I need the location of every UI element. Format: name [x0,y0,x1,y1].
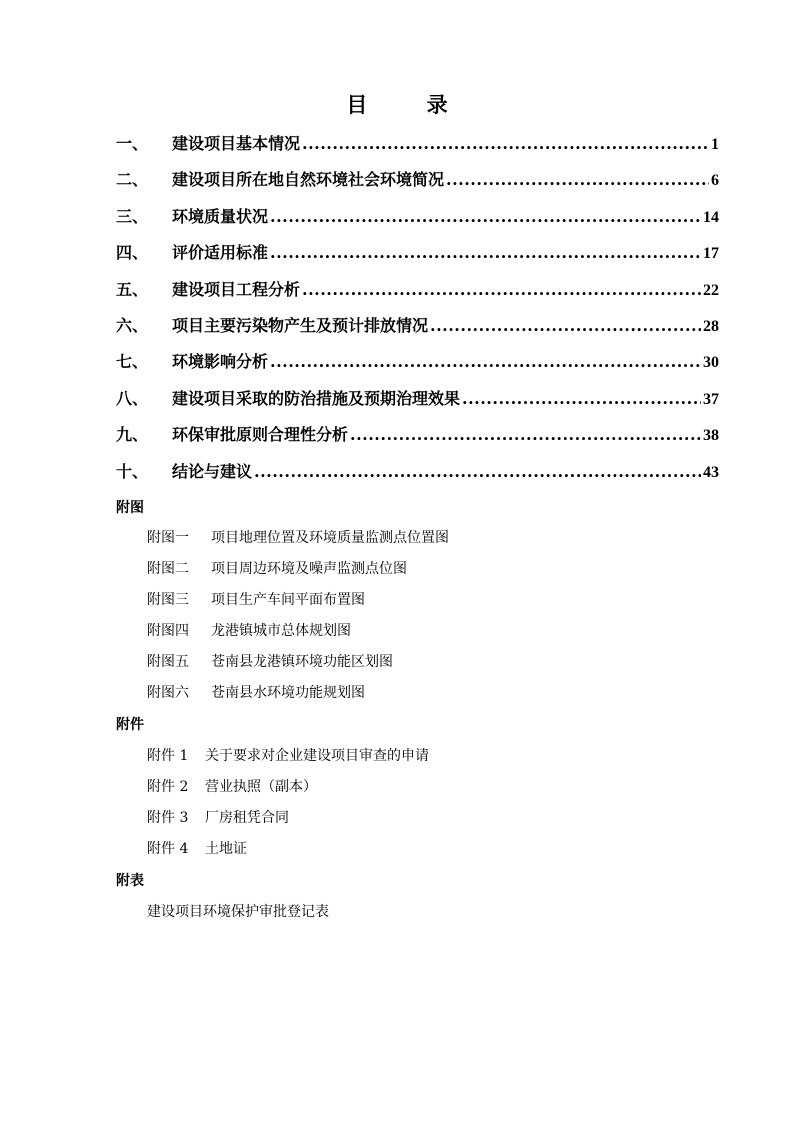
toc-entry-page: 6 [711,172,719,190]
toc-dot-leader [270,207,701,226]
toc-entry[interactable] [116,167,719,203]
toc-entry-title: 建设项目采取的防治措施及预期治理效果 [172,388,461,408]
figure-item[interactable] [147,589,365,609]
toc-entry-number: 三、 [116,206,149,226]
toc-dot-leader [270,352,701,371]
toc-entry-number: 八、 [116,388,149,408]
tables-heading: 附表 [116,873,144,889]
toc-entry-title: 结论与建议 [172,461,253,481]
toc-entry-title: 评价适用标准 [172,243,269,263]
toc-entry[interactable] [116,422,719,458]
toc-entry-title: 建设项目工程分析 [172,279,301,299]
toc-entry[interactable] [116,277,719,313]
toc-entry-title: 环境质量状况 [172,206,269,226]
figure-item-text: 项目地理位置及环境质量监测点位置图 [211,530,449,546]
toc-dot-leader [446,170,709,189]
figure-item-text: 苍南县龙港镇环境功能区划图 [211,654,393,670]
figure-item-label: 附图三 [147,592,189,608]
table-of-contents [116,131,719,495]
table-item[interactable] [147,901,329,921]
toc-entry[interactable] [116,386,719,422]
attachment-item[interactable] [147,776,317,796]
figure-item-text: 苍南县水环境功能规划图 [211,685,365,701]
page-title: 目 录 [346,93,474,117]
attachments-heading: 附件 [116,717,144,733]
attachment-item[interactable] [147,807,289,827]
figure-item-label: 附图五 [147,654,189,670]
toc-entry-page: 37 [703,390,719,408]
toc-entry-page: 22 [703,281,719,299]
figure-item-label: 附图一 [147,530,189,546]
toc-entry-title: 建设项目基本情况 [172,134,301,153]
attachment-item-text: 营业执照（副本） [205,779,317,795]
toc-entry-title: 建设项目所在地自然环境社会环境简况 [172,170,445,190]
table-item-text: 建设项目环境保护审批登记表 [147,904,329,920]
figure-item-label: 附图四 [147,623,189,639]
toc-entry-page: 38 [703,427,719,445]
toc-entry-page: 43 [703,463,719,481]
toc-entry-page: 30 [703,354,719,372]
attachment-item-text: 土地证 [205,841,247,857]
figure-item-text: 龙港镇城市总体规划图 [211,623,351,639]
toc-dot-leader [462,389,701,408]
toc-entry[interactable] [116,349,719,385]
toc-entry-number: 十、 [116,461,149,481]
attachment-item-label: 附件 3 [147,810,189,826]
toc-entry-title: 环境影响分析 [172,352,269,372]
toc-entry-page: 1 [711,136,719,153]
figure-item-text: 项目周边环境及噪声监测点位图 [211,561,407,577]
toc-entry[interactable] [116,204,719,240]
attachment-item-label: 附件 4 [147,841,189,857]
attachment-item[interactable] [147,838,247,858]
attachment-item-text: 关于要求对企业建设项目审查的申请 [205,748,429,764]
toc-entry-number: 五、 [116,279,149,299]
toc-entry[interactable] [116,240,719,276]
figure-item[interactable] [147,620,351,640]
figure-item[interactable] [147,558,407,578]
attachment-item[interactable] [147,745,429,765]
figure-item[interactable] [147,651,393,671]
toc-entry-page: 17 [703,245,719,263]
toc-entry[interactable] [116,459,719,495]
figure-item[interactable] [147,682,365,702]
toc-dot-leader [302,134,709,153]
attachment-item-text: 厂房租凭合同 [205,810,289,826]
toc-entry[interactable] [116,313,719,349]
toc-entry-number: 一、 [116,134,149,153]
toc-entry-title: 环保审批原则合理性分析 [172,425,349,445]
toc-dot-leader [270,243,701,262]
figure-item-label: 附图六 [147,685,189,701]
figures-heading: 附图 [116,500,144,516]
attachment-item-label: 附件 2 [147,779,189,795]
toc-entry-number: 二、 [116,170,149,190]
attachment-item-label: 附件 1 [147,748,189,764]
toc-entry-page: 28 [703,317,719,335]
toc-entry-number: 六、 [116,315,149,335]
toc-entry-title: 项目主要污染物产生及预计排放情况 [172,315,429,335]
toc-entry-page: 14 [703,208,719,226]
toc-dot-leader [430,316,701,335]
toc-dot-leader [302,280,701,299]
toc-dot-leader [350,425,701,444]
figure-item[interactable] [147,527,449,547]
toc-entry-number: 七、 [116,352,149,372]
toc-entry-number: 九、 [116,425,149,445]
figure-item-text: 项目生产车间平面布置图 [211,592,365,608]
toc-entry[interactable] [116,131,719,167]
toc-entry-number: 四、 [116,243,149,263]
toc-dot-leader [254,462,701,481]
figure-item-label: 附图二 [147,561,189,577]
